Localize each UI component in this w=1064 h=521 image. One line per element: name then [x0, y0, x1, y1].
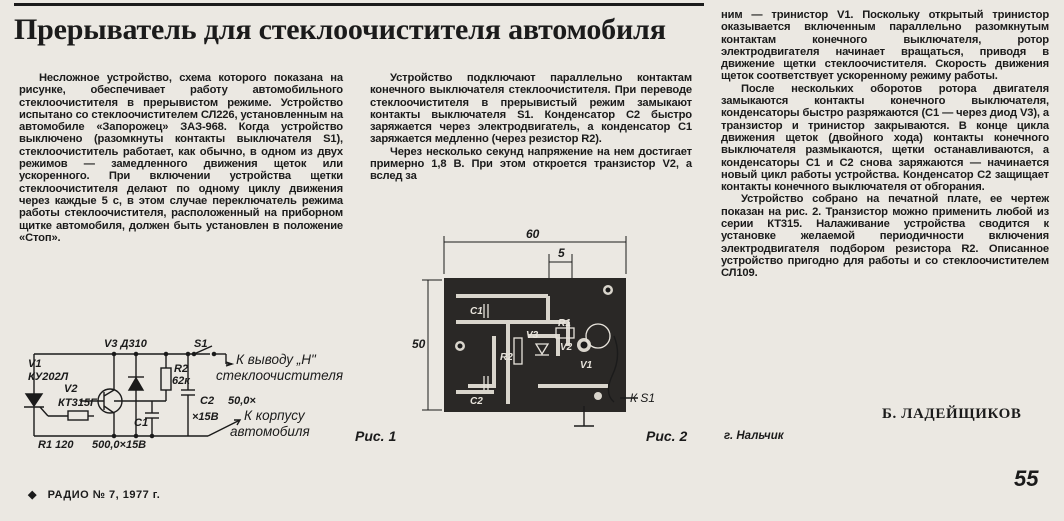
paragraph: После нескольких оборотов ротора двигателя замыкаются контакты конечного выключателя, конденсаторы быстро разряжаются (C1 — через диод V3), а транзистор и тринистор закрываются. В конце цикла движения щеток (двойного хода) контакты конечного выключателя размыкаются, щетки останавливаются, а конденсаторы C1 и C2 снова заряжаются — начинается новый цикл работы устройства. Конденсатор C2 защищает контакты конечного выключателя от обгорания.: [721, 82, 1049, 194]
figure2-caption: Рис. 2: [646, 428, 688, 444]
location: г. Нальчик: [724, 430, 784, 442]
label-c1: C1: [134, 417, 149, 429]
label-r2-value: 62к: [172, 375, 190, 387]
label-out2-line1: К корпусу: [244, 408, 305, 423]
label-v1-type: КУ202Л: [28, 371, 69, 383]
label-c2: C2: [200, 395, 215, 407]
label-r2: R2: [174, 363, 189, 375]
paragraph: ним — тринистор V1. Поскольку открытый тринистор оказывается включенным параллельно разомкнутым контактам конечного выключателя, ротор электродвигателя начинает вращаться, приводя в движение щетки стеклоочистителя. Скорость движения щеток соответствует ускоренному режиму работы.: [721, 9, 1049, 83]
label-s1: S1: [194, 338, 208, 350]
schematic-diagram: [18, 334, 363, 450]
dim-height: 50: [412, 337, 426, 351]
text-column-1: [19, 72, 343, 244]
label-r1: R1 120: [38, 439, 74, 450]
dim-gap: 5: [558, 246, 565, 260]
pcb-label-v3: V3: [526, 330, 539, 341]
text-column-2: [370, 72, 692, 183]
label-v2: V2: [64, 383, 78, 395]
label-v1: V1: [28, 358, 42, 370]
paragraph: Устройство подключают параллельно контактам конечного выключателя стеклоочистителя. При переводе стеклоочистителя в прерывистый режим замыкают контакты выключателя S1. Конденсатор C2 быстро заряжается через электродвигатель, а конденсатор C1 заряжается медленно (через резистор R2).: [370, 72, 692, 146]
article-author: Б. ЛАДЕЙЩИКОВ: [882, 406, 1022, 422]
page-number: 55: [1014, 466, 1039, 491]
label-v3: V3 Д310: [104, 338, 147, 350]
pcb-drawing: [408, 226, 674, 438]
paragraph: Несложное устройство, схема которого показана на рисунке, обеспечивает работу автомобильного стеклоочистителя в прерывистом режиме. Устройство испытано со стеклоочистителем СЛ226, установленным на автомобиле «Запорожец» ЗАЗ-968. Когда устройство выключено (разомкнуты контакты выключателя S1), стеклоочиститель работает, как обычно, в одном из двух режимов — замедленного движения щеток или ускоренного. При включении устройства щетки стеклоочистителя делают по одному циклу движения через каждые 5 с, в этом случае переключатель режима работы стеклоочистителя, расположенный на приборном щитке автомобиля, должен быть установлен в положение «Стоп».: [19, 72, 343, 244]
label-c2-value: 50,0×: [228, 395, 256, 407]
label-out2-line2: автомобиля: [230, 424, 310, 439]
pcb-label-c2: C2: [470, 396, 483, 407]
diamond-icon: ◆: [28, 489, 48, 501]
label-out1-line2: стеклоочистителя: [216, 368, 344, 383]
article-title: Прерыватель для стеклоочистителя автомобиля: [14, 13, 666, 46]
label-out1-line1: К выводу „Н": [236, 352, 316, 367]
pcb-label-r2: R2: [500, 352, 513, 363]
label-c1-value: 500,0×15В: [92, 439, 147, 450]
text-column-3: [721, 9, 1049, 280]
issue-label: РАДИО № 7, 1977 г.: [47, 489, 161, 501]
paragraph: Устройство собрано на печатной плате, ее чертеж показан на рис. 2. Транзистор можно применить любой из серии КТ315. Налаживание устройства сводится к установке желаемой периодичности включения электродвигателя подбором резистора R2. Описанное устройство пригодно для работы и со стеклоочистителем СЛ109.: [721, 193, 1049, 280]
footer-issue: [28, 488, 160, 501]
paragraph: Через несколько секунд напряжение на нем достигает примерно 1,8 В. При этом откроется транзистор V2, а вслед за: [370, 145, 692, 183]
pcb-label-v2: V2: [560, 342, 573, 353]
header-rule: [14, 3, 704, 6]
label-c2-volt: ×15В: [192, 411, 219, 423]
pcb-label-c1: C1: [470, 306, 483, 317]
pcb-label-v1: V1: [580, 360, 593, 371]
dim-width: 60: [526, 227, 540, 241]
pcb-label-s1: К S1: [630, 391, 656, 405]
figure1-caption: Рис. 1: [355, 428, 397, 444]
pcb-label-r1: R1: [558, 318, 571, 329]
label-v2-type: КТ315Г: [58, 397, 97, 409]
